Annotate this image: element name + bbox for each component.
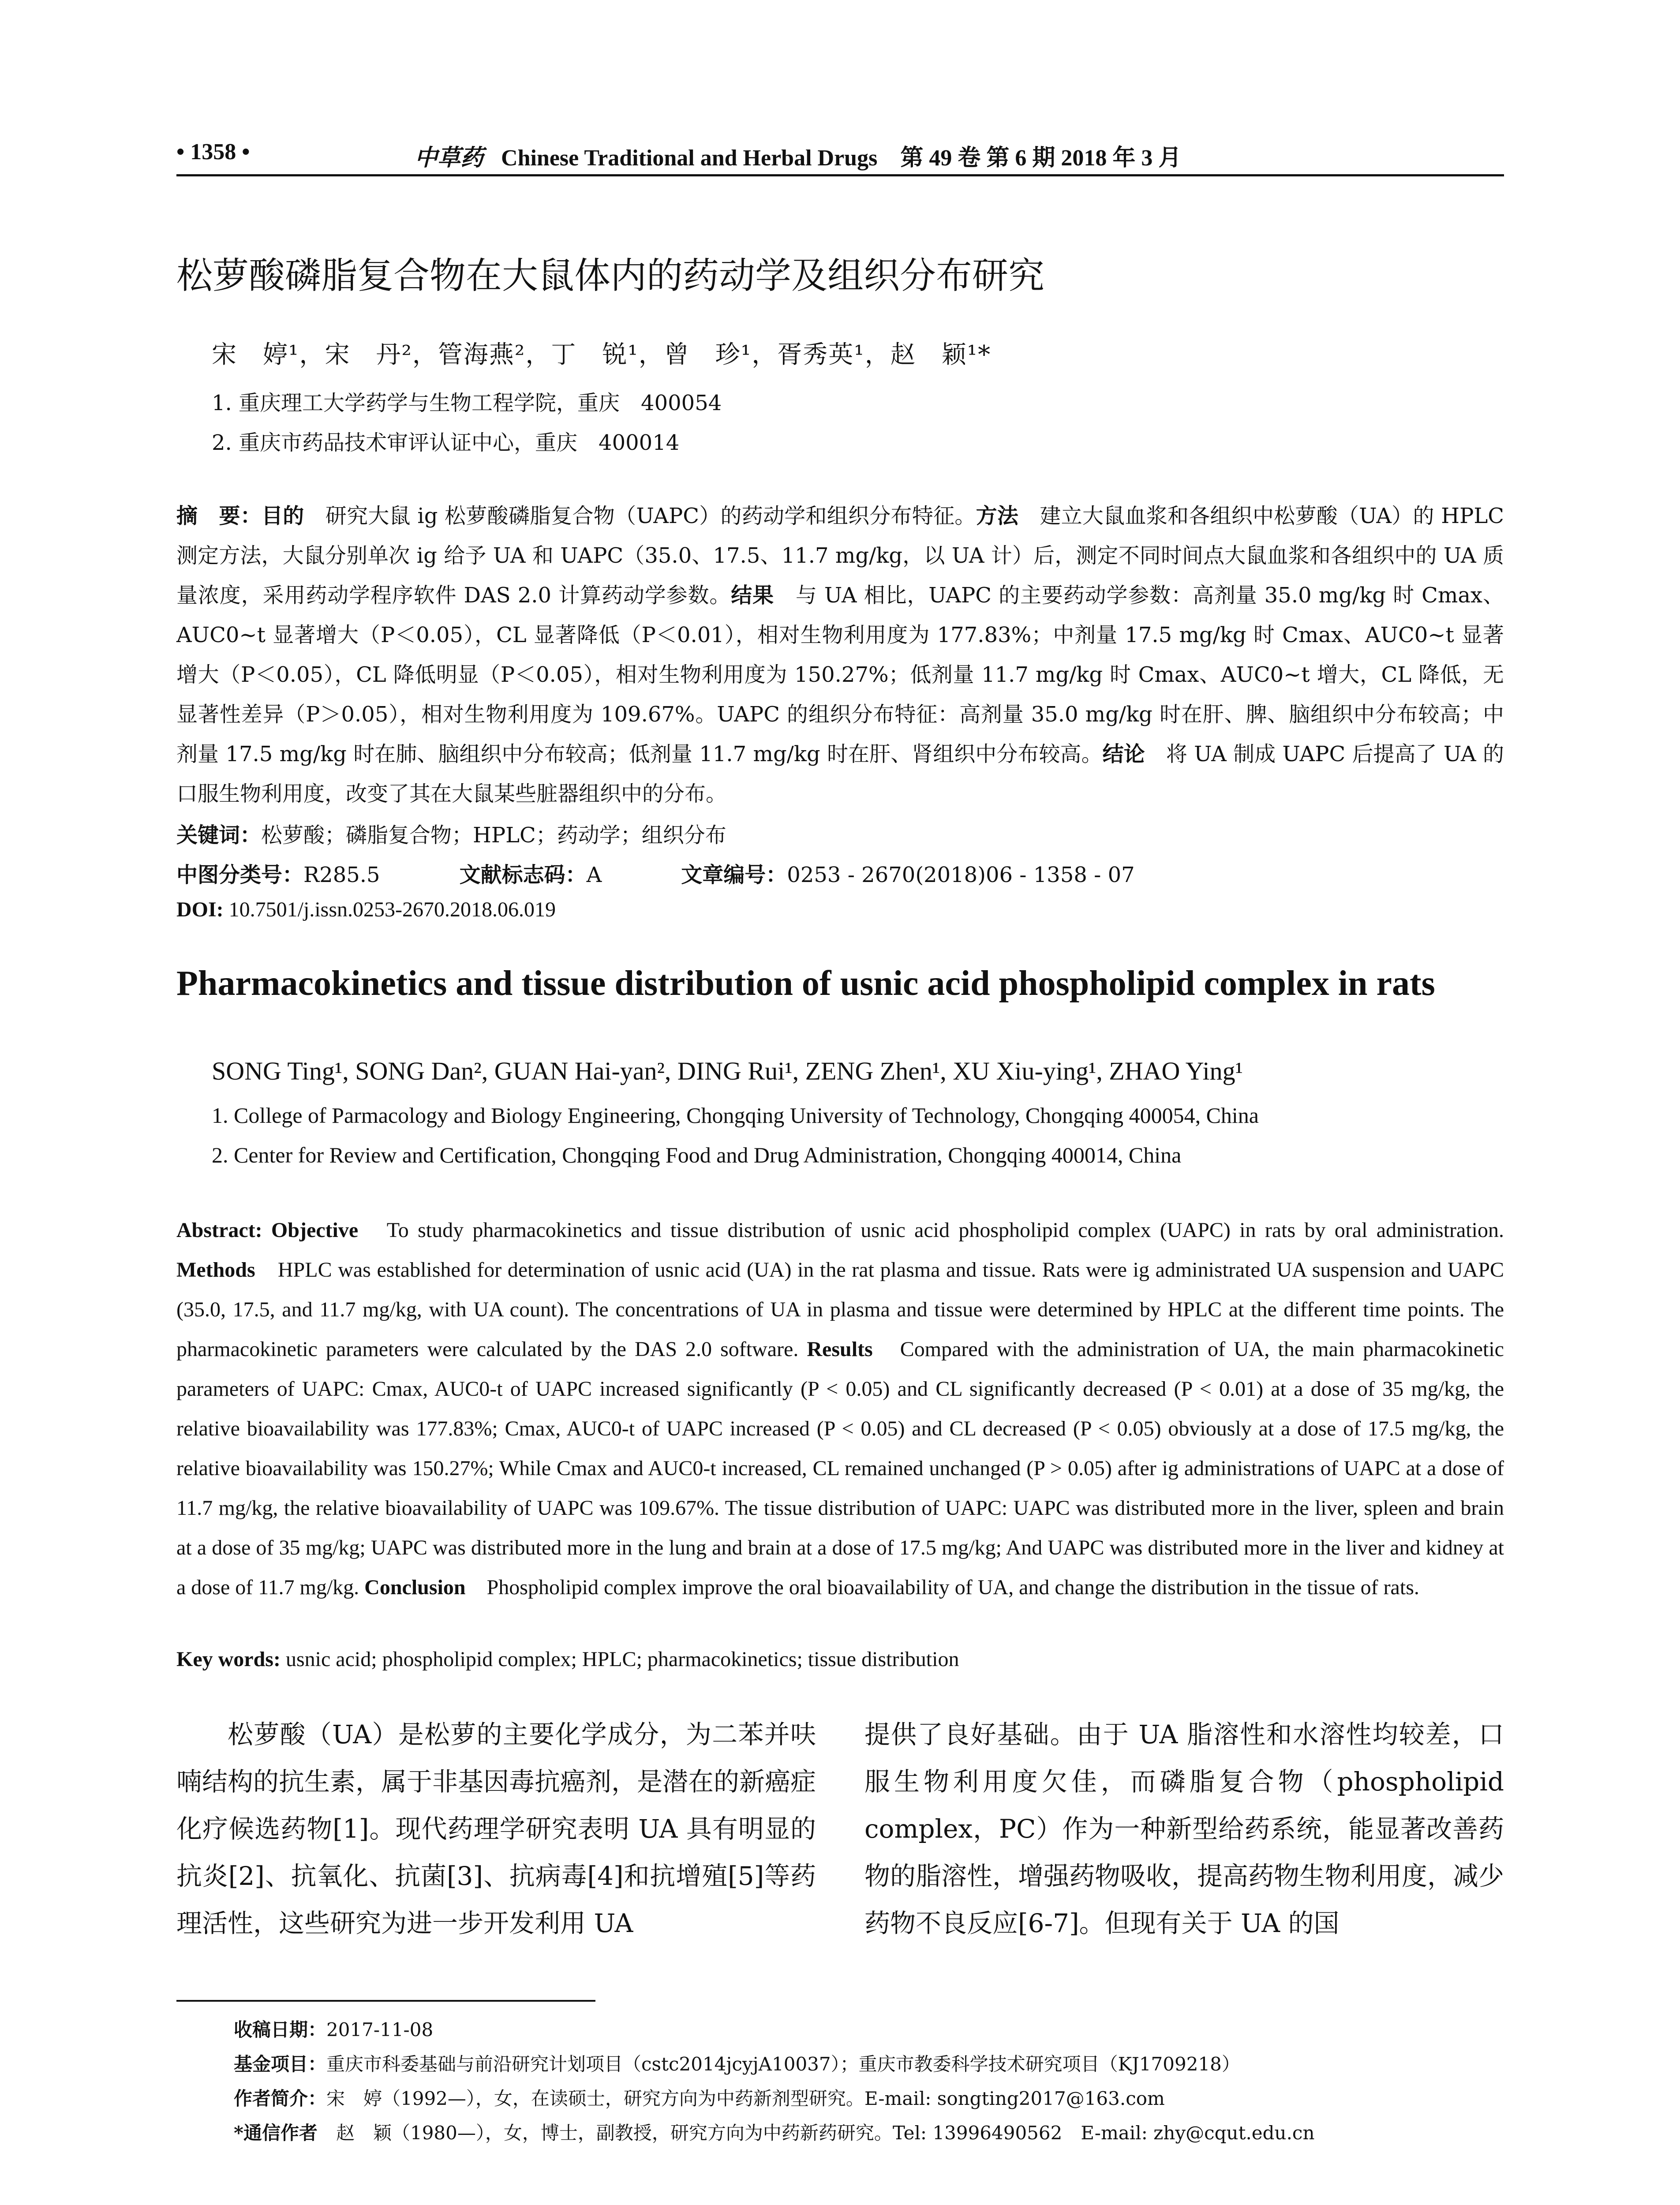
running-header [176,135,1504,176]
keywords-en [176,1647,959,1671]
page-number: • 1358 • [176,139,250,164]
footnote-funding-label: 基金项目： [234,2053,327,2075]
conclusion-en-label: Conclusion [364,1576,466,1599]
journal-line [415,139,1181,172]
conclusion-cn: 将 UA 制成 UAPC 后提高了 UA 的口服生物利用度，改变了其在大鼠某些脏器组织中的分布。 [176,742,1504,806]
methods-en: HPLC was established for determination of usnic acid (UA) in the rat plasma and tissue. Rats were ig administrated UA suspension and UAPC (35.0, 17.5, and 11.7 mg/kg, with UA count). The concentrations of UA in plasma and tissue were determined by HPLC at the different time points. The pharmacokinetic parameters were calculated by the DAS 2.0 software. [176,1258,1504,1361]
abstract-cn-label: 摘 要： [176,504,262,528]
keywords-en-value: usnic acid; phospholipid complex; HPLC; pharmacokinetics; tissue distribution [285,1648,959,1671]
results-cn: 与 UA 相比，UAPC 的主要药动学参数：高剂量 35.0 mg/kg 时 Cmax、AUC0~t 显著增大（P＜0.05），CL 显著降低（P＜0.01），相对生物利用度为 177.83%；中剂量 17.5 mg/kg 时 Cmax、AUC0~t 显著增大（P＜0.05），CL 降低明显（P＜0.05），相对生物利用度为 150.27%；低剂量 11.7 mg/kg 时 Cmax、AUC0~t 增大，CL 降低，无显著性差异（P＞0.05），相对生物利用度为 109.67%。UAPC 的组织分布特征：高剂量 35.0 mg/kg 时在肝、脾、脑组织中分布较高；中剂量 17.5 mg/kg 时在肺、脑组织中分布较高；低剂量 11.7 mg/kg 时在肝、肾组织中分布较高。 [176,583,1504,766]
clc-value: R285.5 [303,863,380,887]
keywords-cn [176,818,726,848]
authors-cn: 宋 婷¹，宋 丹²，管海燕²，丁 锐¹，曾 珍¹，胥秀英¹，赵 颖¹* [212,340,992,369]
footnote-corresponding [234,2119,1315,2145]
footnote-corresponding-text: 赵 颖（1980—），女，博士，副教授，研究方向为中药新药研究。Tel: 13996490562 E-mail: zhy@cqut.edu.cn [317,2122,1315,2144]
footnote-corresponding-label: *通信作者 [234,2122,318,2144]
footnote-author-label: 作者简介： [234,2088,327,2109]
footnote-author-text: 宋 婷（1992—），女，在读硕士，研究方向为中药新剂型研究。E-mail: songting2017@163.com [326,2088,1165,2109]
doc-value: A [586,863,602,887]
article-title-cn: 松萝酸磷脂复合物在大鼠体内的药动学及组织分布研究 [176,255,1045,297]
results-cn-label: 结果 [731,583,774,608]
article-no-value: 0253 - 2670(2018)06 - 1358 - 07 [787,863,1135,887]
keywords-en-label: Key words: [176,1648,281,1671]
footnote-received-label: 收稿日期： [234,2019,327,2041]
conclusion-cn-label: 结论 [1102,742,1145,766]
abstract-cn [176,496,1504,814]
footnote-funding [234,2050,1240,2076]
abstract-en [176,1211,1504,1607]
article-no-label: 文章编号： [681,863,787,887]
conclusion-en: Phospholipid complex improve the oral bioavailability of UA, and change the distribution in the tissue of rats. [486,1576,1419,1599]
clc-label: 中图分类号： [176,863,304,887]
affiliation-en-1: 1. College of Parmacology and Biology Engineering, Chongqing University of Technology, Chongqing 400054, China [212,1103,1259,1128]
footnote-author [234,2084,1165,2111]
footnote-funding-text: 重庆市科委基础与前沿研究计划项目（cstc2014jcyjA10037）；重庆市教委科学技术研究项目（KJ1709218） [326,2053,1240,2075]
body-column-left: 松萝酸（UA）是松萝的主要化学成分，为二苯并呋喃结构的抗生素，属于非基因毒抗癌剂，是潜在的新癌症化疗候选药物[1]。现代药理学研究表明 UA 具有明显的抗炎[2]、抗氧化、抗菌[3]、抗病毒[4]和抗增殖[5]等药理活性，这些研究为进一步开发利用 UA [176,1719,816,1938]
doi-label: DOI: [176,898,224,921]
objective-cn-label: 目的 [262,504,304,528]
methods-cn-label: 方法 [976,504,1019,528]
keywords-cn-label: 关键词： [176,823,262,848]
objective-en-label: Objective [271,1218,359,1242]
doc-label: 文献标志码： [459,863,587,887]
footnote-divider [176,2000,595,2002]
objective-en: To study pharmacokinetics and tissue distribution of usnic acid phospholipid complex (UAPC) in rats by oral administration. [386,1218,1504,1242]
results-en-label: Results [807,1338,873,1361]
journal-info: Chinese Traditional and Herbal Drugs 第 49 卷 第 6 期 2018 年 3 月 [501,146,1182,171]
authors-en: SONG Ting¹, SONG Dan², GUAN Hai-yan², DING Rui¹, ZENG Zhen¹, XU Xiu-ying¹, ZHAO Ying¹ [212,1057,1243,1085]
methods-en-label: Methods [176,1258,255,1282]
objective-cn: 研究大鼠 ig 松萝酸磷脂复合物（UAPC）的药动学和组织分布特征。 [325,504,976,528]
classification-line [176,858,1214,888]
affiliation-cn-2: 2. 重庆市药品技术审评认证中心，重庆 400014 [212,430,680,455]
abstract-en-label: Abstract: [176,1218,262,1242]
affiliation-cn-1: 1. 重庆理工大学药学与生物工程学院，重庆 400054 [212,391,722,415]
methods-cn: 建立大鼠血浆和各组织中松萝酸（UA）的 HPLC 测定方法，大鼠分别单次 ig 给予 UA 和 UAPC（35.0、17.5、11.7 mg/kg，以 UA 计）后，测定不同时间点大鼠血浆和各组织中的 UA 质量浓度，采用药动学程序软件 DAS 2.0 计算药动学参数。 [176,504,1504,608]
keywords-cn-value: 松萝酸；磷脂复合物；HPLC；药动学；组织分布 [261,823,726,848]
article-title-en: Pharmacokinetics and tissue distribution of usnic acid phospholipid complex in rats [176,964,1435,1003]
doi-line [176,897,635,922]
doi-value[interactable]: 10.7501/j.issn.0253-2670.2018.06.019 [228,898,556,921]
results-en: Compared with the administration of UA, the main pharmacokinetic parameters of UAPC: Cmax, AUC0-t of UAPC increased significantly (P < 0.05) and CL significantly decreased (P < 0.01) at a dose of 35 mg/kg, the relative bioavailability was 177.83%; Cmax, AUC0-t of UAPC increased (P < 0.05) and CL decreased (P < 0.05) obviously at a dose of 17.5 mg/kg, the relative bioavailability was 150.27%; While Cmax and AUC0-t increased, CL remained unchanged (P > 0.05) after ig administrations of UAPC at a dose of 11.7 mg/kg, the relative bioavailability of UAPC was 109.67%. The tissue distribution of UAPC: UAPC was distributed more in the liver, spleen and brain at a dose of 35 mg/kg; UAPC was distributed more in the lung and brain at a dose of 17.5 mg/kg; And UAPC was distributed more in the liver and kidney at a dose of 11.7 mg/kg. [176,1338,1504,1599]
affiliation-en-2: 2. Center for Review and Certification, Chongqing Food and Drug Administration, Chongqing 400014, China [212,1143,1182,1167]
footnote-received [234,2015,433,2042]
journal-logo: 中草药 [415,144,484,171]
footnote-received-text: 2017-11-08 [326,2019,434,2041]
body-column-right: 提供了良好基础。由于 UA 脂溶性和水溶性均较差，口服生物利用度欠佳，而磷脂复合物（phospholipid complex，PC）作为一种新型给药系统，能显著改善药物的脂溶性，增强药物吸收，提高药物生物利用度，减少药物不良反应[6-7]。但现有关于 UA 的国 [864,1719,1504,1938]
